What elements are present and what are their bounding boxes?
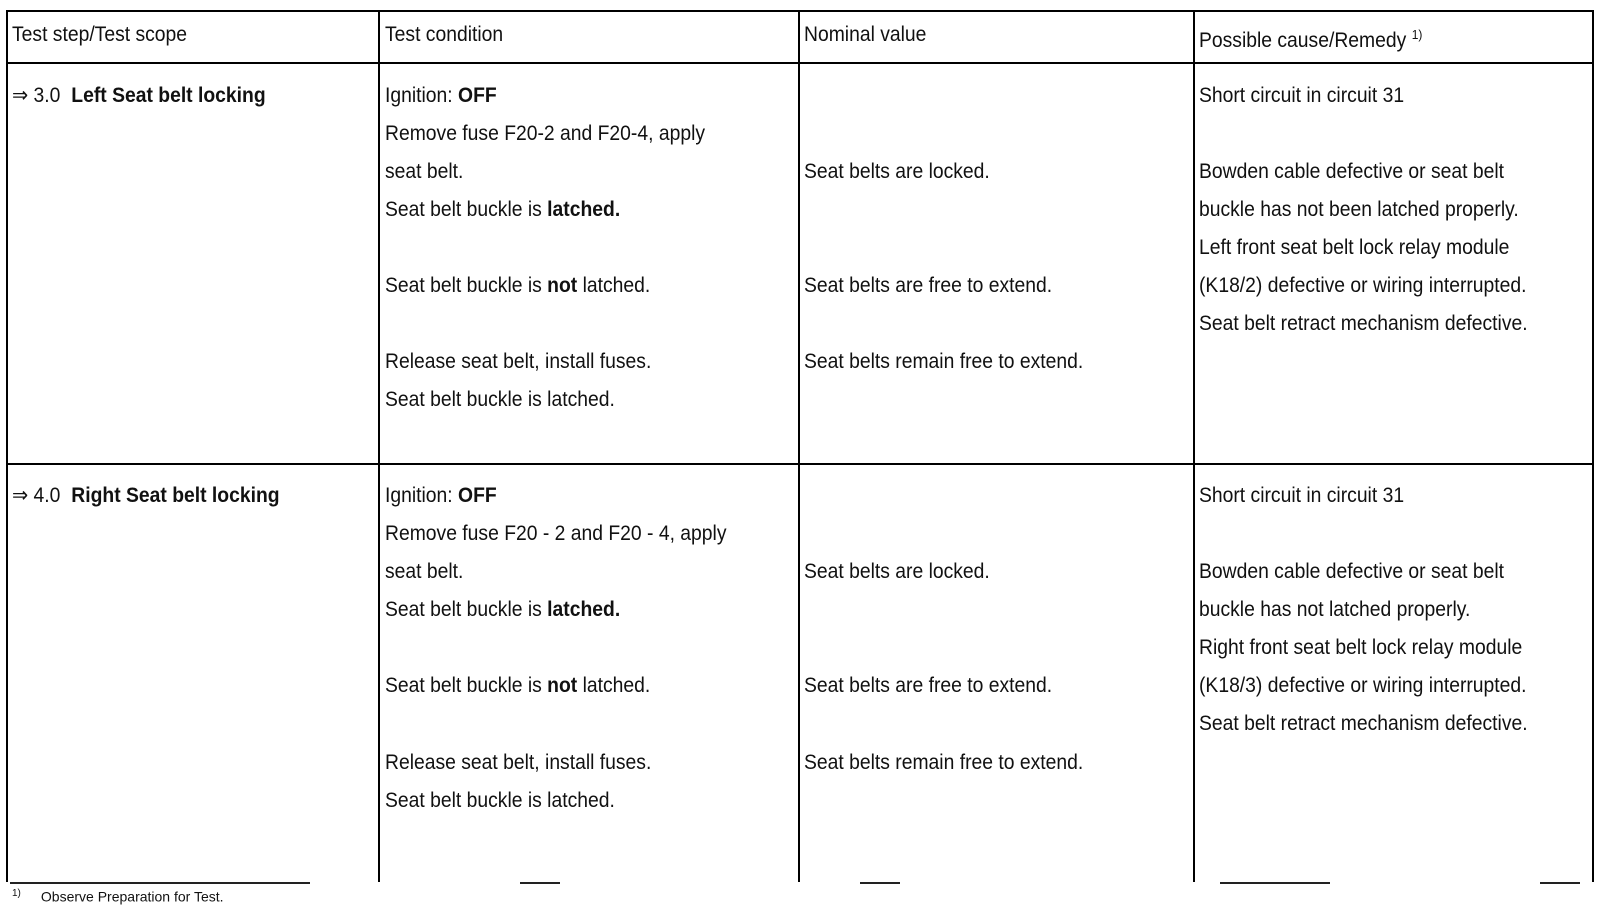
condition-not-word: not [547,274,578,297]
condition-latched-word: latched. [547,598,621,621]
bottom-rule-fragment [1220,882,1330,884]
bottom-rule-fragment [860,882,900,884]
cause-short-circuit: Short circuit in circuit 31 [1199,84,1405,107]
bottom-rule-fragment [1540,882,1580,884]
condition-ignition [385,83,497,109]
condition-remove-fuse-cont: seat belt. [385,160,464,183]
ignition-label: Ignition: [385,84,453,107]
footnote-ref: 1) [1411,27,1423,42]
condition-latched-prefix: Seat belt buckle is [385,198,542,221]
bottom-rule-fragment [10,882,310,884]
header-divider [6,62,1594,64]
header-test-condition: Test condition [385,23,504,46]
condition-not-latched [385,673,650,699]
header-possible-cause-label: Possible cause/Remedy [1199,29,1407,52]
cause-short-circuit: Short circuit in circuit 31 [1199,484,1405,507]
nominal-free: Seat belts are free to extend. [804,674,1053,697]
condition-release: Release seat belt, install fuses. [385,350,652,373]
condition-not-latched [385,273,650,299]
condition-not-word: not [547,674,578,697]
column-divider [1193,10,1195,882]
arrow-step-number: ⇒ 3.0 [12,84,61,107]
nominal-free: Seat belts are free to extend. [804,274,1053,297]
cause-line: Left front seat belt lock relay module [1199,236,1510,259]
cause-line: Right front seat belt lock relay module [1199,636,1523,659]
condition-not-latched-prefix: Seat belt buckle is [385,274,542,297]
cause-line: Bowden cable defective or seat belt [1199,560,1505,583]
bottom-rule-fragment [520,882,560,884]
condition-remove-fuse-cont: seat belt. [385,560,464,583]
test-step [12,483,280,509]
condition-not-latched-prefix: Seat belt buckle is [385,674,542,697]
cause-line: Seat belt retract mechanism defective. [1199,312,1528,335]
row-divider [6,463,1594,465]
cause-line: (K18/2) defective or wiring interrupted. [1199,274,1527,297]
step-title: Right Seat belt locking [71,484,280,507]
ignition-value: OFF [458,84,497,107]
table-frame [6,10,1594,882]
arrow-step-number: ⇒ 4.0 [12,484,61,507]
cause-line: (K18/3) defective or wiring interrupted. [1199,674,1527,697]
condition-not-latched-suffix: latched. [582,674,651,697]
cause-line: buckle has not latched properly. [1199,598,1471,621]
column-divider [798,10,800,882]
condition-release-latched: Seat belt buckle is latched. [385,789,615,812]
cause-line: Bowden cable defective or seat belt [1199,160,1505,183]
ignition-value: OFF [458,484,497,507]
condition-release-latched: Seat belt buckle is latched. [385,388,615,411]
step-title: Left Seat belt locking [71,84,266,107]
column-divider [378,10,380,882]
nominal-locked: Seat belts are locked. [804,560,990,583]
condition-remove-fuse: Remove fuse F20-2 and F20-4, apply [385,122,706,145]
condition-ignition [385,483,497,509]
footnote-text: Observe Preparation for Test. [40,888,224,905]
nominal-remain: Seat belts remain free to extend. [804,751,1084,774]
footnote-marker: 1) [12,888,21,899]
condition-latched-word: latched. [547,198,621,221]
nominal-locked: Seat belts are locked. [804,160,990,183]
footnote [12,888,224,905]
nominal-remain: Seat belts remain free to extend. [804,350,1084,373]
condition-latched [385,197,620,223]
test-step [12,83,266,109]
condition-remove-fuse: Remove fuse F20 - 2 and F20 - 4, apply [385,522,727,545]
cause-line: buckle has not been latched properly. [1199,198,1519,221]
condition-latched [385,597,620,623]
condition-latched-prefix: Seat belt buckle is [385,598,542,621]
cause-line: Seat belt retract mechanism defective. [1199,712,1528,735]
header-nominal-value: Nominal value [804,23,927,46]
condition-not-latched-suffix: latched. [582,274,651,297]
header-possible-cause [1199,22,1422,54]
condition-release: Release seat belt, install fuses. [385,751,652,774]
ignition-label: Ignition: [385,484,453,507]
header-test-step: Test step/Test scope [12,23,188,46]
